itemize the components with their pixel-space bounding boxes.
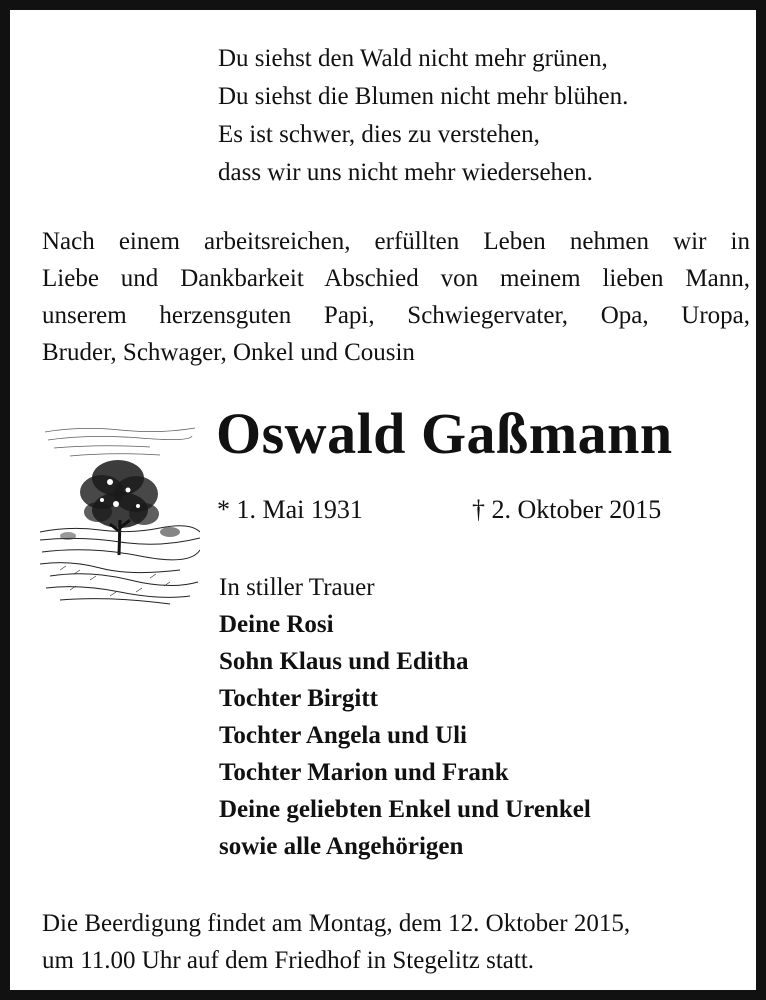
intro-line: unserem herzensguten Papi, Schwiegervater, Opa, Uropa,	[42, 302, 750, 329]
mourner-entry: Deine Rosi	[219, 611, 334, 638]
funeral-line: Die Beerdigung findet am Montag, dem 12. Oktober 2015,	[42, 910, 631, 937]
funeral-line: um 11.00 Uhr auf dem Friedhof in Stegelitz statt.	[42, 947, 535, 974]
poem-line: Du siehst den Wald nicht mehr grünen,	[218, 45, 608, 72]
poem-line: Du siehst die Blumen nicht mehr blühen.	[218, 83, 629, 110]
intro-line: Nach einem arbeitsreichen, erfüllten Leben nehmen wir in	[42, 228, 750, 255]
poem-line: Es ist schwer, dies zu verstehen,	[218, 121, 540, 148]
mourner-entry: Deine geliebten Enkel und Urenkel	[219, 796, 591, 823]
funeral-notice	[42, 905, 630, 979]
poem	[218, 40, 628, 192]
tree-landscape-icon	[40, 420, 200, 610]
mourner-entry: Sohn Klaus und Editha	[219, 648, 469, 675]
intro-line: Liebe und Dankbarkeit Abschied von meinem lieben Mann,	[42, 265, 750, 292]
mourners-heading: In stiller Trauer	[219, 574, 375, 601]
mourner-entry: Tochter Marion und Frank	[219, 759, 509, 786]
death-date: † 2. Oktober 2015	[472, 495, 662, 524]
mourners-list	[219, 569, 591, 865]
poem-line: dass wir uns nicht mehr wiedersehen.	[218, 159, 593, 186]
birth-date: * 1. Mai 1931	[217, 495, 363, 524]
mourner-entry: Tochter Angela und Uli	[219, 722, 467, 749]
mourner-entry: sowie alle Angehörigen	[219, 833, 464, 860]
intro-paragraph	[42, 223, 750, 371]
intro-line: Bruder, Schwager, Onkel und Cousin	[42, 339, 415, 366]
deceased-name: Oswald Gaßmann	[216, 401, 673, 466]
mourner-entry: Tochter Birgitt	[219, 685, 379, 712]
